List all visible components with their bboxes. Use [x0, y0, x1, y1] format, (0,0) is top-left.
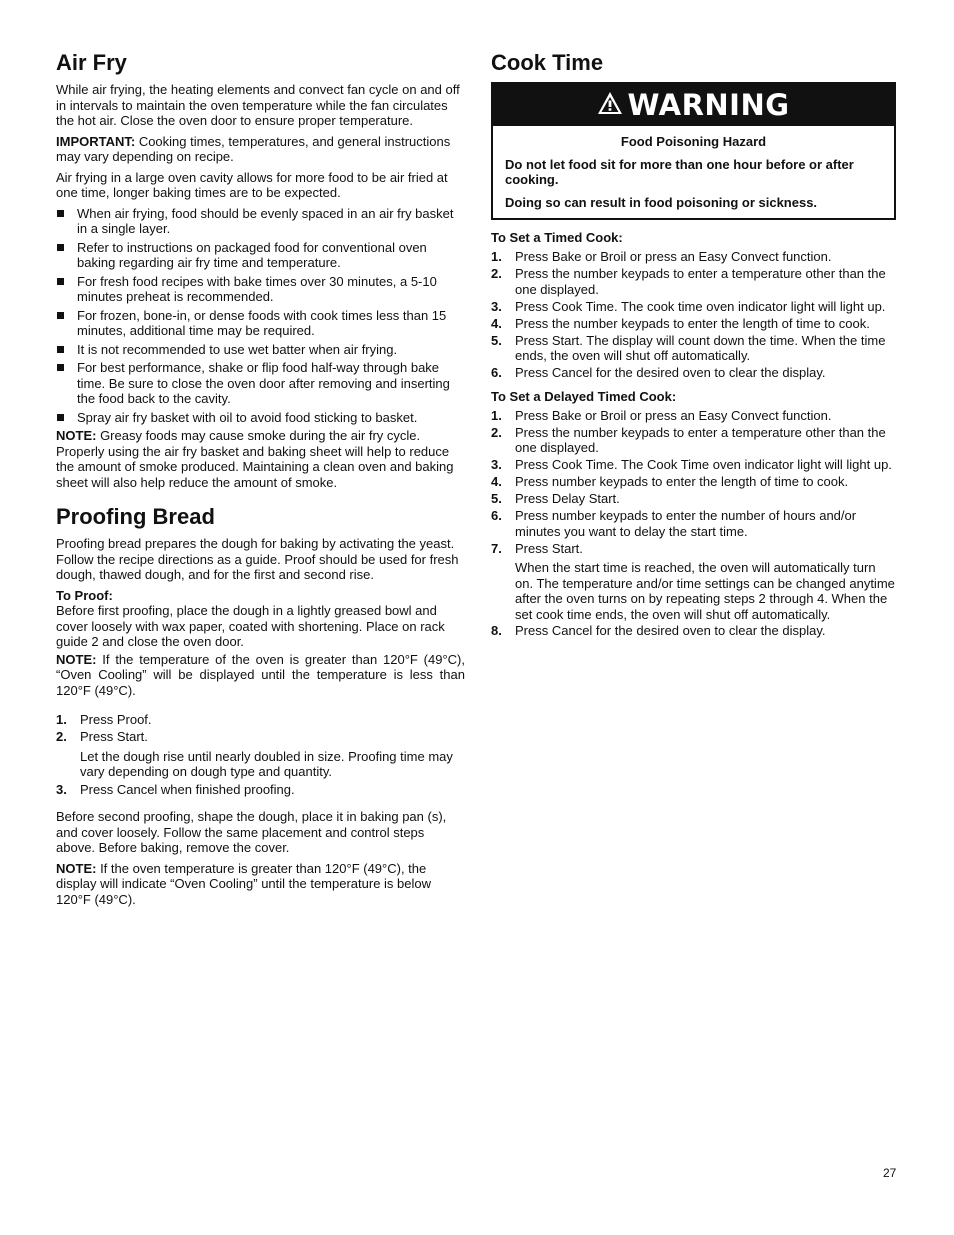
step-item: [491, 457, 896, 473]
step-number: 1.: [491, 249, 502, 264]
step-text: Press Cancel for the desired oven to clear the display.: [515, 623, 826, 638]
warning-line-1: Do not let food sit for more than one hour before or after cooking.: [505, 156, 854, 187]
warning-title: WARNING: [627, 88, 790, 122]
step-text: Press Start. The display will count down the time. When the time ends, the oven will shut off automatically.: [515, 332, 886, 363]
step-text: Press the number keypads to enter a temperature other than the one displayed.: [515, 266, 886, 297]
step-text: Press Cancel when finished proofing.: [80, 781, 295, 797]
step-number: 5.: [491, 332, 502, 348]
page-number: 27: [883, 1166, 897, 1180]
warning-header: [493, 84, 894, 126]
step-number: 8.: [491, 623, 502, 638]
bullet-item: When air frying, food should be evenly spaced in an air fry basket in a single layer.: [56, 206, 465, 237]
step-text: Press Proof.: [80, 712, 152, 727]
proofing-steps-cont: [56, 782, 465, 798]
important-label: IMPORTANT:: [56, 133, 136, 149]
delayed-cook-steps-cont: [491, 623, 896, 639]
step-text: Press Start.: [515, 540, 583, 556]
air-fry-large-cavity: Air frying in a large oven cavity allows for more food to be air fried at one time, longer baking times are to be expected.: [56, 169, 448, 200]
air-fry-bullet-list: [56, 206, 465, 426]
note-label: NOTE:: [56, 428, 97, 443]
note-text: Greasy foods may cause smoke during the air fry cycle. Properly using the air fry basket and baking sheet will help to reduce the amount of smoke produced. Maintaining a clean oven and baking sheet will also help reduce the amount of smoke.: [56, 428, 454, 490]
air-fry-heading: Air Fry: [56, 50, 127, 75]
warning-body: [493, 126, 894, 218]
air-fry-intro: While air frying, the heating elements and convect fan cycle on and off in intervals to maintain the oven temperature while the fan circulates the hot air. Close the oven door to ensure proper temperature.: [56, 82, 460, 128]
step-item: [491, 333, 896, 364]
cook-time-section: [491, 50, 896, 639]
warning-triangle-icon: [597, 91, 623, 120]
step-number: 3.: [491, 457, 502, 472]
proofing-section: [56, 504, 465, 907]
step-item: [491, 474, 896, 490]
step-text: Press Start.: [80, 729, 148, 744]
step-number: 6.: [491, 365, 502, 380]
step-item: [56, 782, 465, 798]
step-text: Press Cook Time. The cook time oven indicator light will light up.: [515, 298, 886, 314]
step-item: [491, 491, 896, 507]
step-text: Press number keypads to enter the length of time to cook.: [515, 474, 849, 489]
step-item: [491, 299, 896, 315]
step-item: [491, 425, 896, 456]
bullet-item: Spray air fry basket with oil to avoid food sticking to basket.: [56, 410, 465, 426]
step-number: 3.: [491, 298, 502, 314]
warning-box: [491, 82, 896, 220]
step-number: 2.: [491, 424, 502, 440]
step-item: [491, 316, 896, 332]
delayed-cook-steps: [491, 408, 896, 557]
step-item: [491, 365, 896, 381]
left-column: [56, 50, 465, 912]
step-item: [491, 266, 896, 297]
proofing-steps: [56, 712, 465, 745]
step-item: [491, 508, 896, 539]
step-number: 1.: [56, 712, 67, 727]
bullet-item: Refer to instructions on packaged food for conventional oven baking regarding air fry time and temperature.: [56, 240, 465, 271]
step-7-detail: When the start time is reached, the oven will automatically turn on. The temperature and/or time settings can be changed anytime after the oven turns on by repeating steps 2 through 4. When the set cook time ends, the oven will shut off automatically.: [515, 560, 895, 622]
to-proof-label: To Proof:: [56, 587, 113, 603]
timed-cook-label: To Set a Timed Cook:: [491, 230, 623, 245]
proofing-note-2: [56, 861, 431, 908]
note-text: If the temperature of the oven is greater than 120°F (49°C), “Oven Cooling” will be displayed until the temperature is less than 120°F (49°C).: [56, 651, 465, 698]
cook-time-heading: Cook Time: [491, 50, 604, 75]
step-number: 2.: [491, 266, 502, 281]
step-text: Press the number keypads to enter the length of time to cook.: [515, 315, 870, 331]
bullet-item: For frozen, bone-in, or dense foods with cook times less than 15 minutes, additional time may be required.: [56, 308, 465, 339]
to-proof-text: Before first proofing, place the dough in a lightly greased bowl and cover loosely with wax paper, coated with shortening. Place on rack guide 2 and close the oven door.: [56, 603, 445, 649]
step-item: [491, 408, 896, 424]
timed-cook-steps: [491, 249, 896, 381]
step-number: 2.: [56, 729, 67, 744]
proofing-intro: Proofing bread prepares the dough for baking by activating the yeast. Follow the recipe directions as a guide. Proof should be used for fresh dough, thawed dough, and for the first and second rise.: [56, 536, 459, 582]
note-label: NOTE:: [56, 860, 97, 876]
step-text: Press Bake or Broil or press an Easy Convect function.: [515, 407, 832, 423]
warning-line-2: Doing so can result in food poisoning or sickness.: [505, 194, 818, 210]
air-fry-note: [56, 428, 465, 490]
bullet-item: For fresh food recipes with bake times over 30 minutes, a 5-10 minutes preheat is recommended.: [56, 274, 465, 305]
step-item: [491, 623, 896, 639]
step-text: Press Cancel for the desired oven to clear the display.: [515, 365, 826, 380]
step-number: 6.: [491, 508, 502, 523]
step-text: Press Delay Start.: [515, 491, 620, 506]
step-number: 5.: [491, 491, 502, 506]
step-2-detail: Let the dough rise until nearly doubled in size. Proofing time may vary depending on dough type and quantity.: [80, 748, 453, 779]
step-text: Press the number keypads to enter a temperature other than the one displayed.: [515, 424, 886, 455]
step-number: 4.: [491, 474, 502, 489]
step-item: [491, 541, 896, 557]
step-number: 4.: [491, 315, 502, 331]
step-number: 1.: [491, 407, 502, 423]
step-number: 3.: [56, 781, 67, 797]
proofing-heading: Proofing Bread: [56, 504, 215, 529]
step-text: Press number keypads to enter the number of hours and/or minutes you want to delay the start time.: [515, 508, 857, 539]
bullet-item: It is not recommended to use wet batter when air frying.: [56, 342, 465, 358]
warning-hazard: Food Poisoning Hazard: [620, 134, 767, 149]
air-fry-section: [56, 50, 465, 490]
air-fry-important: [56, 134, 465, 165]
step-number: 7.: [491, 540, 502, 556]
delayed-cook-label: To Set a Delayed Timed Cook:: [491, 388, 677, 404]
step-text: Press Cook Time. The Cook Time oven indicator light will light up.: [515, 457, 892, 472]
proofing-note-1: [56, 652, 465, 699]
note-text: If the oven temperature is greater than 120°F (49°C), the display will indicate “Oven Cooling” until the temperature is below 120°F (49°C).: [56, 860, 432, 907]
step-item: [491, 249, 896, 265]
step-item: [56, 712, 465, 728]
important-text: Cooking times, temperatures, and general instructions may vary depending on recipe.: [56, 133, 451, 164]
right-column: [491, 50, 896, 640]
step-text: Press Bake or Broil or press an Easy Convect function.: [515, 249, 832, 264]
bullet-item: For best performance, shake or flip food half-way through bake time. Be sure to close the oven door after removing and inserting the food back to the cavity.: [56, 360, 465, 407]
second-proof-text: Before second proofing, shape the dough, place it in baking pan (s), and cover loosely. Follow the same placement and control steps above. Before baking, remove the cover.: [56, 809, 447, 855]
step-item: [56, 729, 465, 745]
note-label: NOTE:: [56, 651, 97, 667]
